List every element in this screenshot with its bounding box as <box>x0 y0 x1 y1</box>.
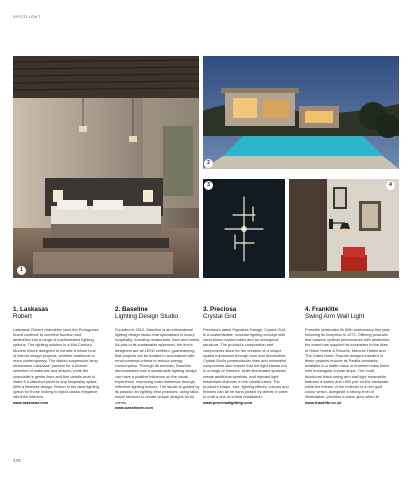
article-link[interactable]: www.laskasas.com <box>13 399 49 405</box>
article-link[interactable]: www.preciosalighting.com <box>203 399 253 405</box>
article-title: 2. Baseline <box>115 306 148 313</box>
article-baseline <box>115 306 201 410</box>
wall-light-photo <box>289 179 399 278</box>
article-subtitle: Crystal Grid <box>203 313 237 321</box>
article-title: 3. Preciosa <box>203 306 237 313</box>
image-number-4: 4 <box>386 181 395 190</box>
villa-exterior-photo <box>203 56 399 169</box>
bedroom-photo <box>13 56 199 278</box>
crystal-grid-photo <box>203 179 285 278</box>
article-laskasas <box>13 306 99 405</box>
article-preciosa <box>203 306 289 405</box>
article-subtitle: Robert <box>13 313 32 321</box>
article-link[interactable]: www.franklite.co.uk <box>305 399 342 405</box>
article-subtitle: Swing Arm Wall Light <box>305 313 365 321</box>
image-number-1: 1 <box>17 266 26 275</box>
article-subtitle: Lighting Design Studio <box>115 313 179 321</box>
article-body: Laskasas' Robert chandelier sees the Portuguese brand continue to combine function and aesthetics into a range of sophisticated lighting options. The lighting solution is a Mid-Century Modern fixture designed to elevate a whole host of interior design projects, whether traditional or more contemporary. The district suspension lamp showcases Laskasas' passion for a diverse selection of materials and shapes, while the chandelier's gentle lines and fine details work to make it a standout piece in any hospitality space. With a timeless design, Robert is the ideal lighting option for those looking to inject classic elegance into their interiors. <box>13 326 99 400</box>
article-body: Founded in 2012, Baseline is an international lighting design studio that specialises in luxury hospitality, including restaurants, bars and hotels. As part of its sustainable approach, the firm's designers are all LEED certified, guaranteeing that projects will be treated in accordance with environmental criteria to reduce energy consumption. Through its services, Baseline demonstrates how a sustainable lighting design can have a positive influence on the visual experience, improving hotel ambience through reflective lighting scenes. The studio is guided by its passion for lighting best practices, using tailor-made services to create unique designs for its clients. <box>115 326 200 405</box>
image-number-3: 3 <box>204 181 213 190</box>
article-body: Preciosa's latest Signature Design, Crystal Grid, is a customisable, modular lighting concept with hand-blown crystal tubes and an orthogonal structure. The product's composition and components allow for the creation of a unique spatial impression through form and illumination. Crystal Grid's perpendicular lines and minimalist components also ensure that the light stands out in a range of interiors, while illuminated sparkles, create additional sparkles, and injected light maximises shimmer in the crystal tubes. The product's shape, size, lighting effects, colours and finishes can all be hand-picked by clients in order to craft a one-of-a-kind installation. <box>203 326 289 400</box>
article-title: 1. Laskasas <box>13 306 49 313</box>
article-franklite <box>305 306 391 405</box>
article-title: 4. Franklite <box>305 306 339 313</box>
article-body: Franklite celebrates its 50th anniversary this year, following its inception in 1972. Offering products that balance optimal performance with aesthetics, the brand has supplied its luminaires to the likes of Hilton Hotels & Resorts, Mercure Hotels and The Gates Hotel. Popular designs installed in these projects include its Pacifia pendants, available in a matte black or brushed brass finish with rectangular crystal drops. The multi-functional black swing arm wall light meanwhile features a switch and USB port on the backplate, while the interior of the reflector is a rich gold colour which, alongside a strong level of illumination, provides a warm glow when lit. <box>305 326 391 400</box>
article-link[interactable]: www.baselinelx.com <box>115 404 153 410</box>
section-label: SPOTLIGHT <box>13 14 42 19</box>
image-number-2: 2 <box>204 159 213 168</box>
page-number: 170 <box>13 458 21 463</box>
